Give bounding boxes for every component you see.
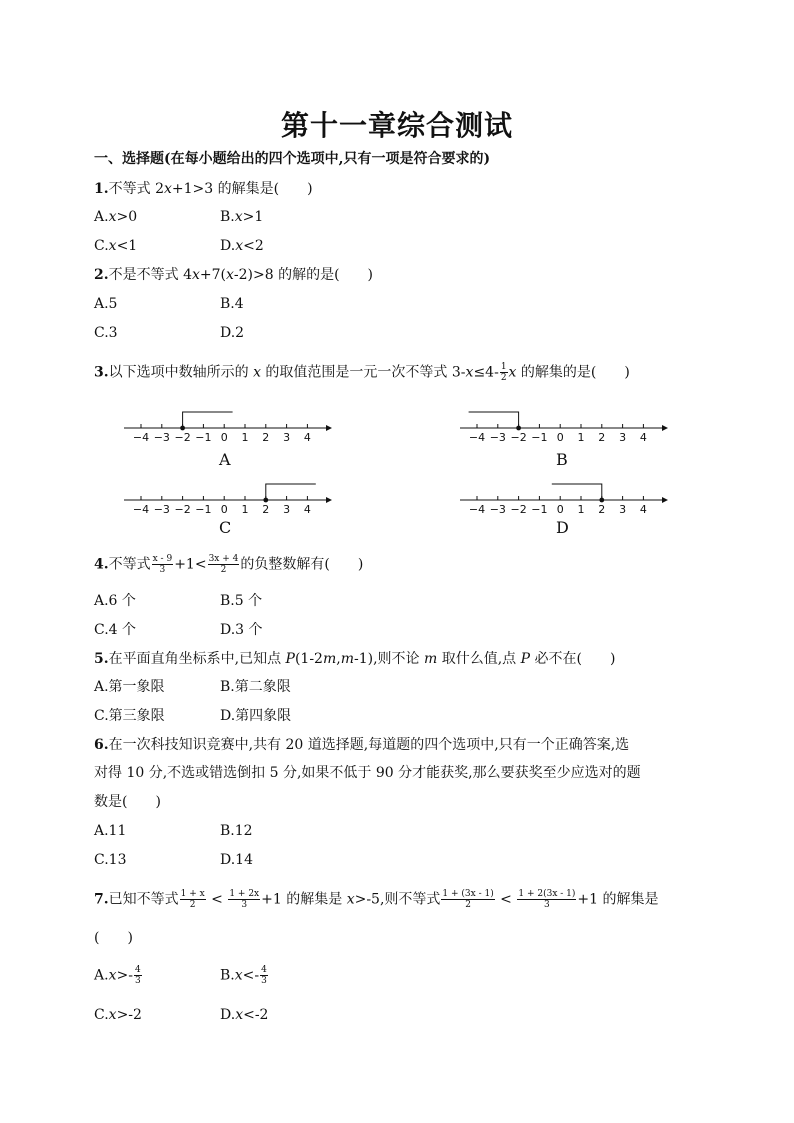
tick-label: −3 bbox=[153, 431, 170, 444]
option-a: A.x>0 bbox=[94, 209, 138, 225]
tick-label: 0 bbox=[556, 431, 564, 444]
tick-label: 1 bbox=[241, 431, 249, 444]
number-line-d bbox=[456, 472, 676, 522]
tick-label: −2 bbox=[510, 431, 527, 444]
tick-label: −3 bbox=[153, 503, 170, 516]
number-line-b bbox=[456, 400, 676, 450]
tick-label: −3 bbox=[489, 431, 506, 444]
number-line-label-a: A bbox=[219, 450, 231, 469]
tick-label: −1 bbox=[195, 503, 212, 516]
fraction: $\frac{1}{2}$ bbox=[500, 362, 507, 383]
option-c: C.x>-2 bbox=[94, 1007, 142, 1023]
question-3: 3.以下选项中数轴所示的 x 的取值范围是一元一次不等式 3-x≤4- $\frac{1}{2}$ x 的解集的是( ) bbox=[94, 362, 630, 383]
tick-label: 4 bbox=[639, 503, 647, 516]
option-b: B.x>1 bbox=[220, 209, 264, 225]
tick-label: −1 bbox=[195, 431, 212, 444]
option-b: B.4 bbox=[220, 296, 244, 312]
option-d: D.x<2 bbox=[220, 238, 264, 254]
option-b: B.x<- $\frac{4}{3}$ bbox=[220, 965, 267, 986]
option-c: C.3 bbox=[94, 325, 118, 341]
endpoint-dot bbox=[516, 426, 521, 431]
tick-label: 1 bbox=[577, 431, 585, 444]
solution-ray bbox=[183, 412, 233, 428]
question-number: 4. bbox=[94, 556, 109, 573]
option-d: D.2 bbox=[220, 325, 245, 341]
option-d: D.14 bbox=[220, 852, 253, 868]
option-c: C.13 bbox=[94, 852, 127, 868]
tick-label: 3 bbox=[619, 431, 627, 444]
fraction: $\frac{3x + 4}{2}$ bbox=[208, 554, 239, 575]
fraction: $\frac{1 + (3x - 1)}{2}$ bbox=[442, 889, 494, 910]
question-number: 1. bbox=[94, 181, 109, 197]
option-a: A.11 bbox=[94, 823, 127, 839]
number-line-label-c: C bbox=[219, 518, 232, 537]
number-line-a bbox=[120, 400, 340, 450]
question-2: 2.不是不等式 4x+7(x-2)>8 的解的是( ) bbox=[94, 267, 374, 283]
tick-label: 3 bbox=[283, 431, 291, 444]
tick-label: 1 bbox=[577, 503, 585, 516]
option-b: B.第二象限 bbox=[220, 679, 291, 695]
option-a: A.6 个 bbox=[94, 593, 136, 609]
question-number: 2. bbox=[94, 267, 109, 283]
tick-label: −4 bbox=[468, 431, 486, 444]
axis-arrow-icon bbox=[326, 497, 332, 503]
tick-label: −3 bbox=[489, 503, 506, 516]
fraction: $\frac{1 + x}{2}$ bbox=[180, 889, 205, 910]
question-number: 7. bbox=[94, 891, 109, 908]
fraction: $\frac{x - 9}{3}$ bbox=[152, 554, 173, 575]
endpoint-dot bbox=[180, 426, 185, 431]
endpoint-dot bbox=[599, 498, 604, 503]
axis-arrow-icon bbox=[662, 497, 668, 503]
answer-parentheses: ( ) bbox=[94, 930, 133, 946]
tick-label: 2 bbox=[262, 431, 270, 444]
question-5: 5.在平面直角坐标系中,已知点 P(1-2m,m-1),则不论 m 取什么值,点 P 必不在( ) bbox=[94, 651, 616, 667]
axis-arrow-icon bbox=[662, 425, 668, 431]
number-line-label-b: B bbox=[556, 450, 568, 469]
option-a: A.x>- $\frac{4}{3}$ bbox=[94, 965, 141, 986]
tick-label: 0 bbox=[220, 431, 228, 444]
option-a: A.第一象限 bbox=[94, 679, 165, 695]
question-4: 4.不等式 $\frac{x - 9}{3}$ +1< $\frac{3x + 4}{2}$ 的负整数解有( ) bbox=[94, 554, 364, 575]
question-7: 7.已知不等式 $\frac{1 + x}{2}$ < $\frac{1 + 2x}{3}$ +1 的解集是 x>-5,则不等式 $\frac{1 + (3x - 1)}{2}$ < $\frac{1 + 2(3x - 1)}{3}$ +1 的解集是 bbox=[94, 889, 659, 910]
fraction: $\frac{4}{3}$ bbox=[261, 965, 267, 986]
tick-label: 0 bbox=[220, 503, 228, 516]
option-d: D.3 个 bbox=[220, 622, 263, 638]
question-6: 6.在一次科技知识竞赛中,共有 20 道选择题,每道题的四个选项中,只有一个正确答案,选 bbox=[94, 737, 630, 753]
question-number: 5. bbox=[94, 651, 109, 667]
question-number: 6. bbox=[94, 737, 109, 753]
tick-label: 2 bbox=[262, 503, 270, 516]
tick-label: −2 bbox=[174, 431, 191, 444]
number-line-c bbox=[120, 472, 340, 522]
number-line-label-d: D bbox=[556, 518, 569, 537]
question-number: 3. bbox=[94, 364, 109, 381]
question-6-line-3: 数是( ) bbox=[94, 794, 161, 810]
tick-label: 4 bbox=[303, 503, 311, 516]
solution-ray bbox=[552, 484, 602, 500]
tick-label: 3 bbox=[619, 503, 627, 516]
tick-label: 4 bbox=[639, 431, 647, 444]
solution-ray bbox=[469, 412, 519, 428]
tick-label: 0 bbox=[556, 503, 564, 516]
option-b: B.12 bbox=[220, 823, 253, 839]
tick-label: −1 bbox=[531, 503, 548, 516]
tick-label: 2 bbox=[598, 431, 606, 444]
tick-label: 2 bbox=[598, 503, 606, 516]
axis-arrow-icon bbox=[326, 425, 332, 431]
fraction: $\frac{1 + 2x}{3}$ bbox=[229, 889, 260, 910]
tick-label: −4 bbox=[132, 431, 150, 444]
tick-label: 4 bbox=[303, 431, 311, 444]
section-heading: 一、选择题(在每小题给出的四个选项中,只有一项是符合要求的) bbox=[94, 151, 491, 167]
endpoint-dot bbox=[263, 498, 268, 503]
question-1: 1.不等式 2x+1>3 的解集是( ) bbox=[94, 181, 313, 197]
question-6-line-2: 对得 10 分,不选或错选倒扣 5 分,如果不低于 90 分才能获奖,那么要获奖至少应选对的题 bbox=[94, 765, 641, 781]
option-d: D.第四象限 bbox=[220, 708, 292, 724]
option-b: B.5 个 bbox=[220, 593, 263, 609]
tick-label: −1 bbox=[531, 431, 548, 444]
tick-label: 1 bbox=[241, 503, 249, 516]
tick-label: −4 bbox=[468, 503, 486, 516]
fraction: $\frac{1 + 2(3x - 1)}{3}$ bbox=[518, 889, 576, 910]
page-title: 第十一章综合测试 bbox=[280, 109, 513, 142]
option-d: D.x<-2 bbox=[220, 1007, 269, 1023]
tick-label: −2 bbox=[174, 503, 191, 516]
option-c: C.x<1 bbox=[94, 238, 138, 254]
tick-label: −2 bbox=[510, 503, 527, 516]
option-c: C.4 个 bbox=[94, 622, 137, 638]
option-a: A.5 bbox=[94, 296, 118, 312]
tick-label: −4 bbox=[132, 503, 150, 516]
fraction: $\frac{4}{3}$ bbox=[134, 965, 141, 986]
tick-label: 3 bbox=[283, 503, 291, 516]
option-c: C.第三象限 bbox=[94, 708, 165, 724]
solution-ray bbox=[266, 484, 316, 500]
